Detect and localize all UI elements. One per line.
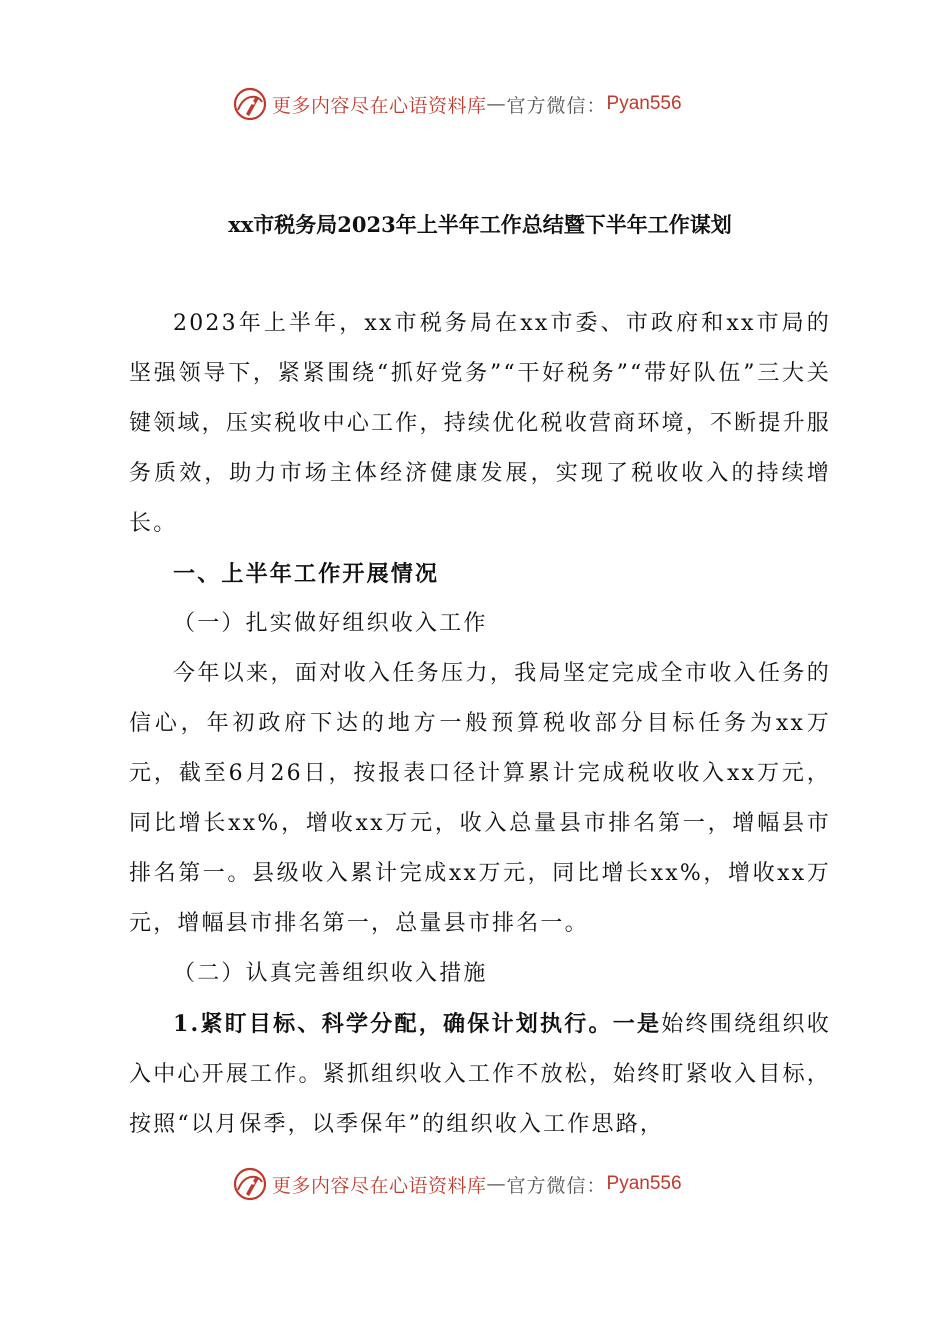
watermark-wechat-id: Pyan556 (606, 1173, 682, 1194)
document-title: xx市税务局2023年上半年工作总结暨下半年工作谋划 (228, 212, 732, 237)
watermark-main-text: 更多内容尽在心语资料库 (272, 94, 487, 117)
watermark-banner-top (232, 84, 752, 124)
item-1-paragraph (129, 999, 831, 1150)
subsection-1-paragraph: 今年以来，面对收入任务压力，我局坚定完成全市收入任务的信心，年初政府下达的地方一般预算税收部分目标任务为xx万元，截至6月26日，按报表口径计算累计完成税收收入xx万元，同比增长xx%，增收xx万元，收入总量县市排名第一，增幅县市排名第一。县级收入累计完成xx万元，同比增长xx%，增收xx万元，增幅县市排名第一，总量县市排名一。 (129, 661, 831, 936)
item-1-body: 始终围绕组织收入中心开展工作。紧抓组织收入工作不放松，始终盯紧收入目标，按照“以月保季，以季保年”的组织收入工作思路， (129, 1012, 831, 1137)
subsection-heading-2: （二）认真完善组织收入措施 (173, 961, 488, 986)
pen-nib-swirl-icon (232, 86, 268, 122)
watermark-dash: — (486, 93, 507, 115)
subsection-heading-1: （一）扎实做好组织收入工作 (173, 611, 488, 636)
watermark-wechat-label: 官方微信： (506, 1174, 607, 1197)
item-1-first-marker: 一是 (612, 1011, 662, 1037)
pen-nib-swirl-icon (232, 1166, 268, 1202)
watermark-banner-bottom (232, 1164, 752, 1204)
watermark-wechat-id: Pyan556 (606, 93, 682, 114)
item-1-lead: 1.紧盯目标、科学分配，确保计划执行。 (173, 1011, 613, 1037)
watermark-wechat-label: 官方微信： (506, 94, 607, 117)
document-body (129, 196, 831, 1150)
watermark-dash: — (486, 1173, 507, 1195)
intro-paragraph: 2023年上半年，xx市税务局在xx市委、市政府和xx市局的坚强领导下，紧紧围绕“抓好党务”“干好税务”“带好队伍”三大关键领域，压实税收中心工作，持续优化税收营商环境，不断提升服务质效，助力市场主体经济健康发展，实现了税收收入的持续增长。 (129, 311, 831, 536)
section-heading-1: 一、上半年工作开展情况 (173, 561, 440, 587)
watermark-main-text: 更多内容尽在心语资料库 (272, 1174, 487, 1197)
